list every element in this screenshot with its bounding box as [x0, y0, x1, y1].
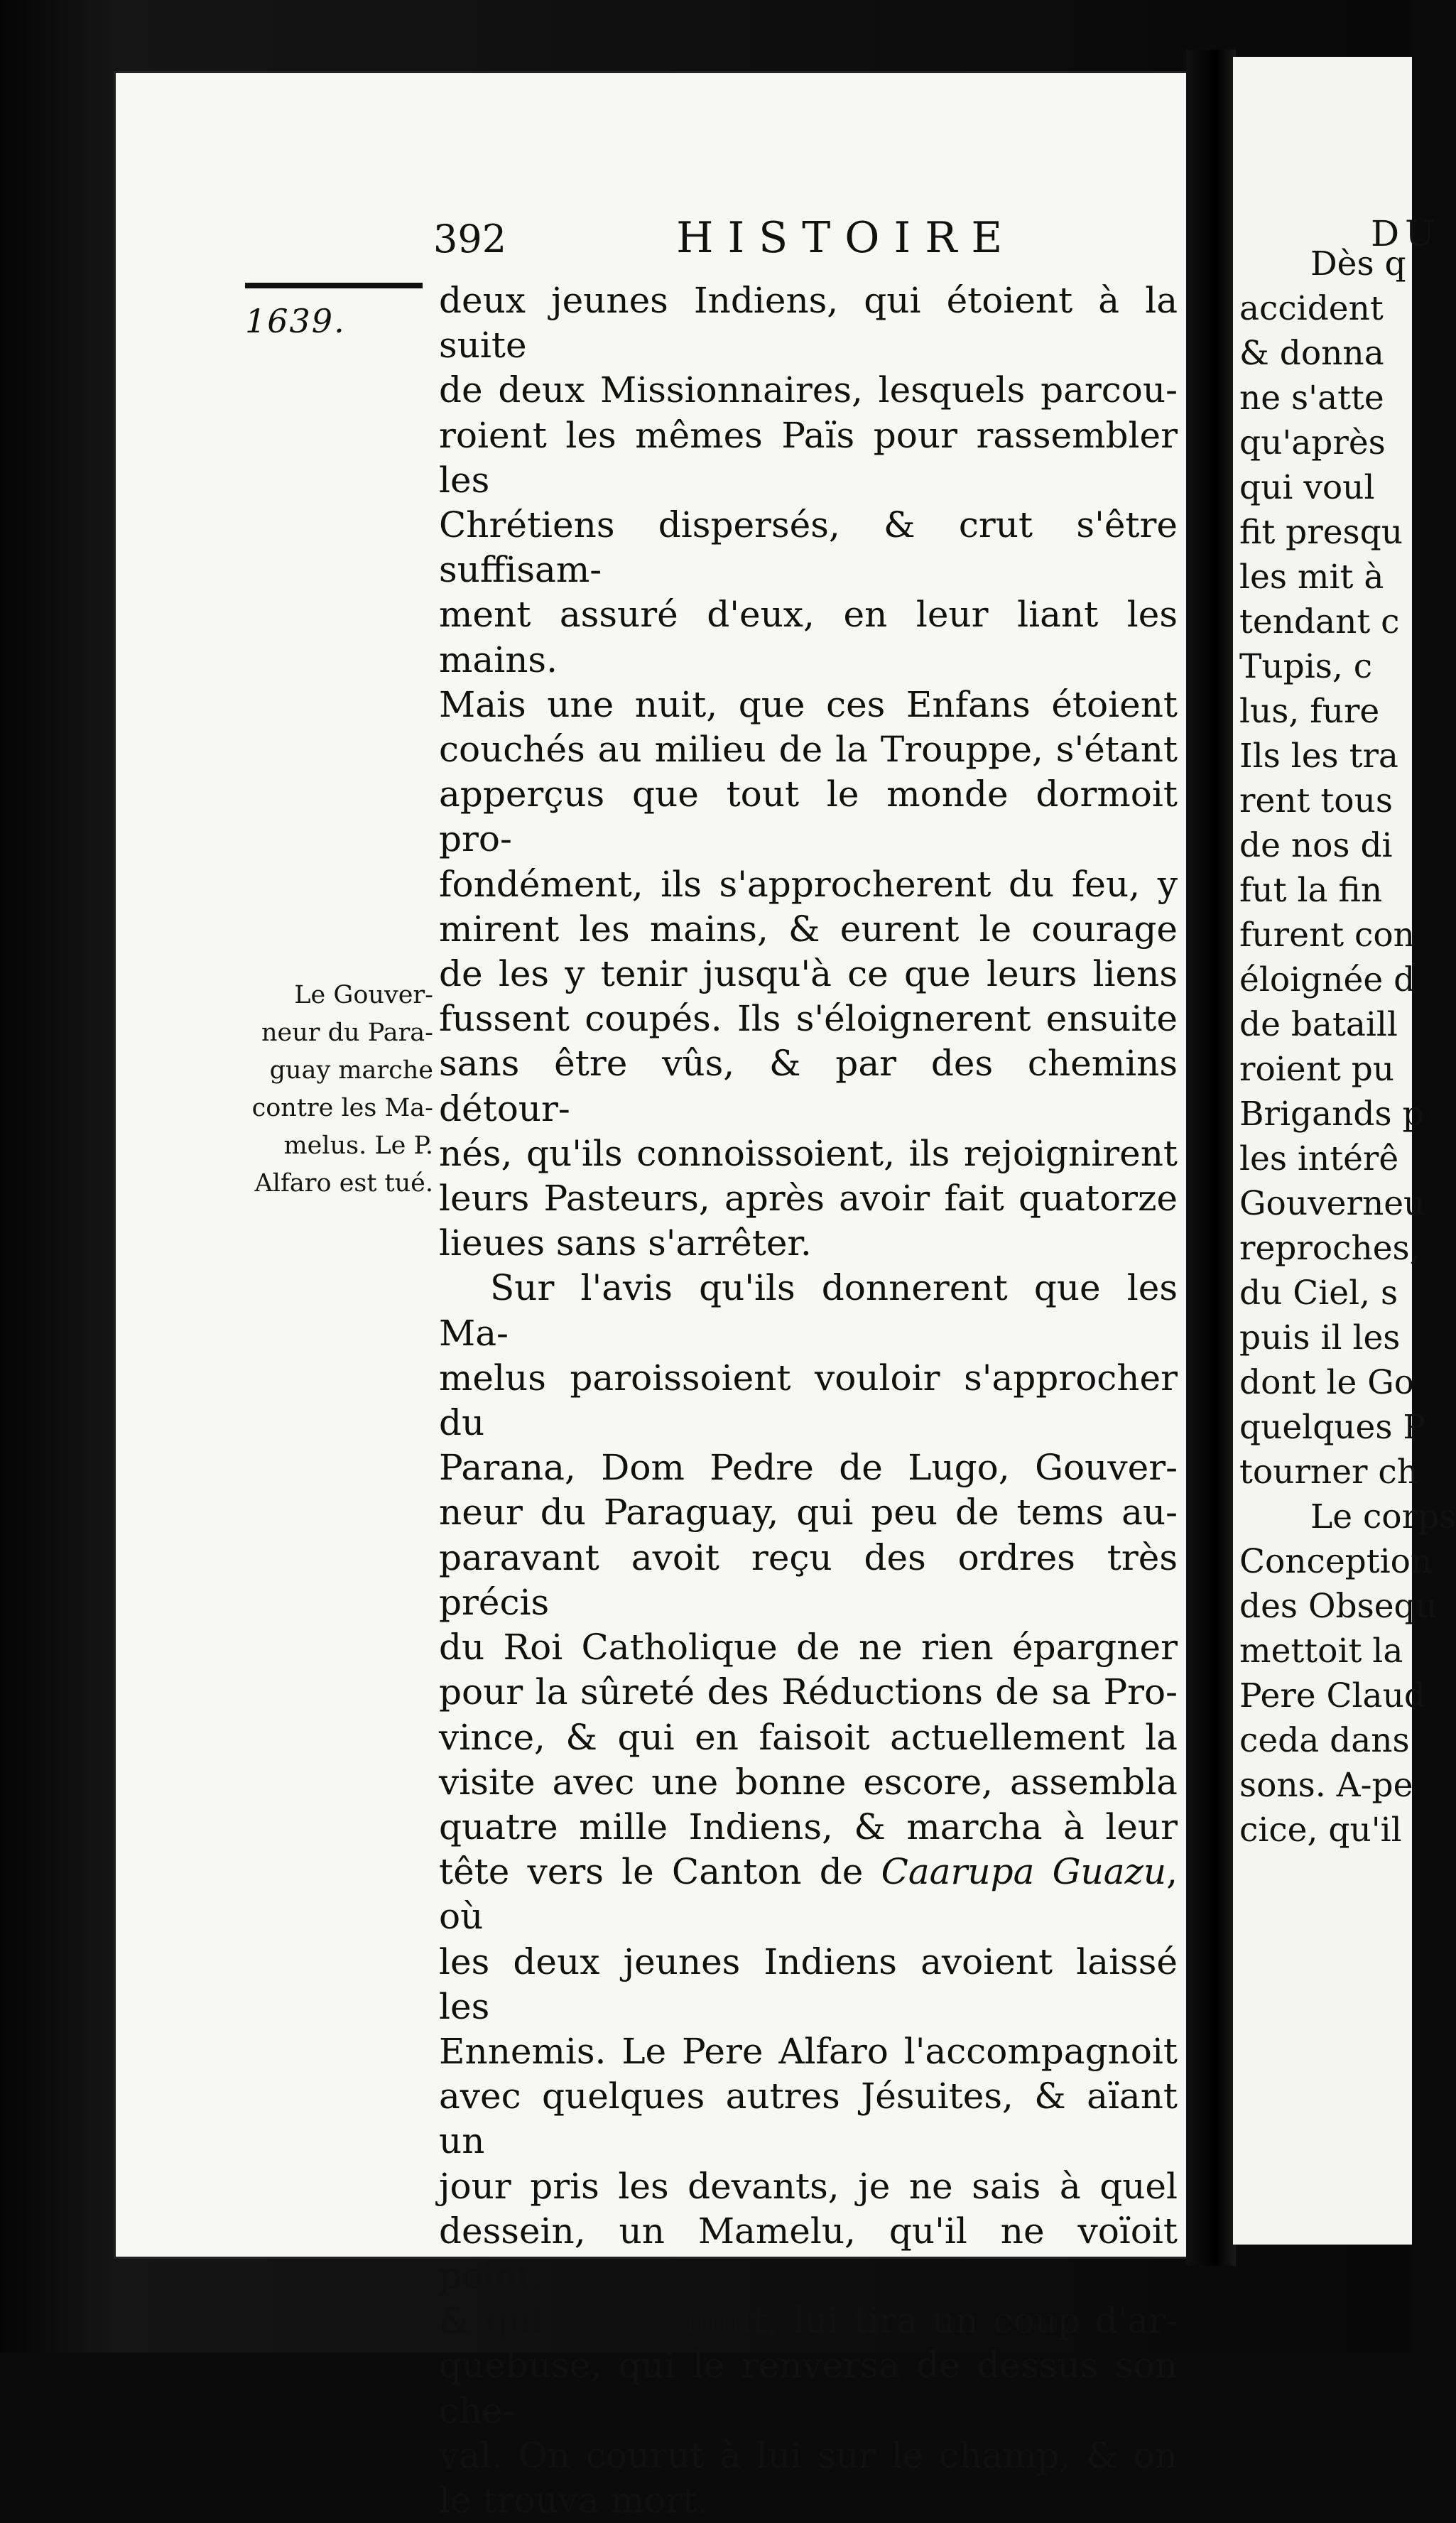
text-line: jour pris les devants, je ne sais à quel	[439, 2165, 1178, 2207]
margin-year: 1639.	[245, 302, 346, 340]
text-line: Sur l'avis qu'ils donnerent que les Ma-	[439, 1267, 1178, 1354]
text-line: ment assuré d'eux, en leur liant les mains.	[439, 594, 1178, 680]
facing-line: dont le Go	[1239, 1363, 1415, 1402]
text-line: fondément, ils s'approcherent du feu, y	[439, 863, 1178, 905]
text-line: mirent les mains, & eurent le courage	[439, 908, 1178, 950]
facing-line: fut la fin	[1239, 871, 1383, 910]
facing-line: lus, fure	[1239, 692, 1380, 731]
margin-note-line: guay marche	[269, 1056, 433, 1085]
margin-note-line: neur du Para-	[261, 1019, 433, 1047]
text-line: Chrétiens dispersés, & crut s'être suffisam-	[439, 504, 1178, 591]
text-line: val. On courut à lui sur le champ, & on	[439, 2434, 1178, 2476]
text-line: sans être vûs, & par des chemins détour-	[439, 1043, 1178, 1129]
facing-line: les intérê	[1239, 1139, 1399, 1178]
text-line: neur du Paraguay, qui peu de tems au-	[439, 1492, 1178, 1534]
text-line: vince, & qui en faisoit actuellement la	[439, 1716, 1178, 1758]
place-name-italic: Caarupa Guazu	[881, 1851, 1167, 1893]
text-line: du Roi Catholique de ne rien épargner	[439, 1627, 1178, 1669]
text-fragment: , où	[439, 1851, 1178, 1938]
facing-line: puis il les	[1239, 1318, 1401, 1357]
facing-line: éloignée d	[1239, 960, 1416, 999]
body-text	[439, 278, 1178, 2523]
facing-line: rent tous	[1239, 781, 1393, 820]
margin-note-line: Le Gouver-	[294, 981, 433, 1009]
facing-line: ne s'atte	[1239, 379, 1384, 418]
text-line: les deux jeunes Indiens avoient laissé les	[439, 1941, 1178, 2027]
facing-line: Tupis, c	[1239, 647, 1373, 686]
text-line: deux jeunes Indiens, qui étoient à la suite	[439, 280, 1178, 367]
facing-line: Conception	[1239, 1542, 1433, 1581]
margin-note-line: Alfaro est tué.	[254, 1169, 433, 1198]
facing-line: fit presqu	[1239, 513, 1403, 552]
facing-line: reproches,	[1239, 1229, 1420, 1268]
margin-note-line: melus. Le P.	[283, 1132, 433, 1160]
facing-line: & donna	[1239, 334, 1384, 373]
text-line: visite avec une bonne escore, assembla	[439, 1761, 1178, 1803]
facing-line: Gouverneu	[1239, 1184, 1425, 1223]
margin-rule	[245, 283, 423, 288]
facing-line: Brigands p	[1239, 1095, 1424, 1134]
facing-line: roient pu	[1239, 1050, 1395, 1089]
text-line: le trouva mort.	[439, 2479, 709, 2521]
text-line: dessein, un Mamelu, qu'il ne voïoit point,	[439, 2210, 1178, 2296]
running-header	[433, 213, 1016, 263]
text-line: de deux Missionnaires, lesquels parcou-	[439, 369, 1178, 411]
text-line: pour la sûreté des Réductions de sa Pro-	[439, 1671, 1178, 1713]
facing-line: mettoit la	[1239, 1632, 1403, 1671]
facing-line: sons. A-pe	[1239, 1766, 1413, 1805]
margin-note	[249, 977, 433, 1203]
text-line: melus paroissoient vouloir s'approcher du	[439, 1357, 1178, 1444]
margin-note-line: contre les Ma-	[251, 1094, 433, 1122]
page-number: 392	[433, 217, 507, 261]
facing-line: tourner ch	[1239, 1453, 1419, 1492]
text-line: avec quelques autres Jésuites, & aïant un	[439, 2076, 1178, 2162]
text-line: Parana, Dom Pedre de Lugo, Gouver-	[439, 1447, 1178, 1489]
facing-line: furent con	[1239, 916, 1415, 955]
text-line: lieues sans s'arrêter.	[439, 1222, 812, 1264]
facing-line: Dès q	[1310, 244, 1406, 283]
facing-page-header: DU	[1371, 213, 1441, 254]
facing-line: les mit à	[1239, 558, 1384, 597]
facing-line: des Obsequ	[1239, 1587, 1437, 1626]
facing-line: Pere Claud	[1239, 1676, 1425, 1715]
text-line: quebuse, qui le renversa de dessus son che-	[439, 2345, 1178, 2431]
text-line: quatre mille Indiens, & marcha à leur	[439, 1806, 1178, 1848]
text-fragment: tête vers le Canton de	[439, 1851, 864, 1893]
facing-line: de bataill	[1239, 1005, 1398, 1044]
facing-line: qu'après	[1239, 423, 1386, 462]
text-line: leurs Pasteurs, après avoir fait quatorze	[439, 1178, 1178, 1220]
text-line: Mais une nuit, que ces Enfans étoient	[439, 683, 1178, 725]
text-line: Ennemis. Le Pere Alfaro l'accompagnoit	[439, 2030, 1178, 2072]
book-gutter	[1186, 50, 1236, 2266]
text-line: couchés au milieu de la Trouppe, s'étant	[439, 729, 1178, 771]
facing-line: cice, qu'il	[1239, 1811, 1402, 1850]
text-line: roient les mêmes Païs pour rassembler les	[439, 414, 1178, 501]
text-line	[439, 1850, 1178, 1939]
text-line: apperçus que tout le monde dormoit pro-	[439, 774, 1178, 860]
running-title: HISTOIRE	[676, 213, 1017, 263]
facing-line: qui voul	[1239, 468, 1375, 507]
text-line: & qui le reconnut, lui tira un coup d'ar-	[439, 2300, 1178, 2342]
facing-line: accident	[1239, 289, 1384, 328]
facing-line: de nos di	[1239, 826, 1393, 865]
facing-line: tendant c	[1239, 602, 1400, 641]
facing-line: du Ciel, s	[1239, 1274, 1398, 1313]
facing-line: Ils les tra	[1239, 737, 1398, 776]
facing-line: Le corps	[1310, 1497, 1456, 1536]
text-line: de les y tenir jusqu'à ce que leurs liens	[439, 953, 1178, 995]
text-line: fussent coupés. Ils s'éloignerent ensuite	[439, 998, 1178, 1040]
text-line: nés, qu'ils connoissoient, ils rejoignirent	[439, 1132, 1178, 1174]
text-line: paravant avoit reçu des ordres très précis	[439, 1536, 1178, 1623]
facing-line: quelques P	[1239, 1408, 1426, 1447]
facing-page-text	[1239, 242, 1456, 1852]
facing-line: ceda dans	[1239, 1721, 1410, 1760]
